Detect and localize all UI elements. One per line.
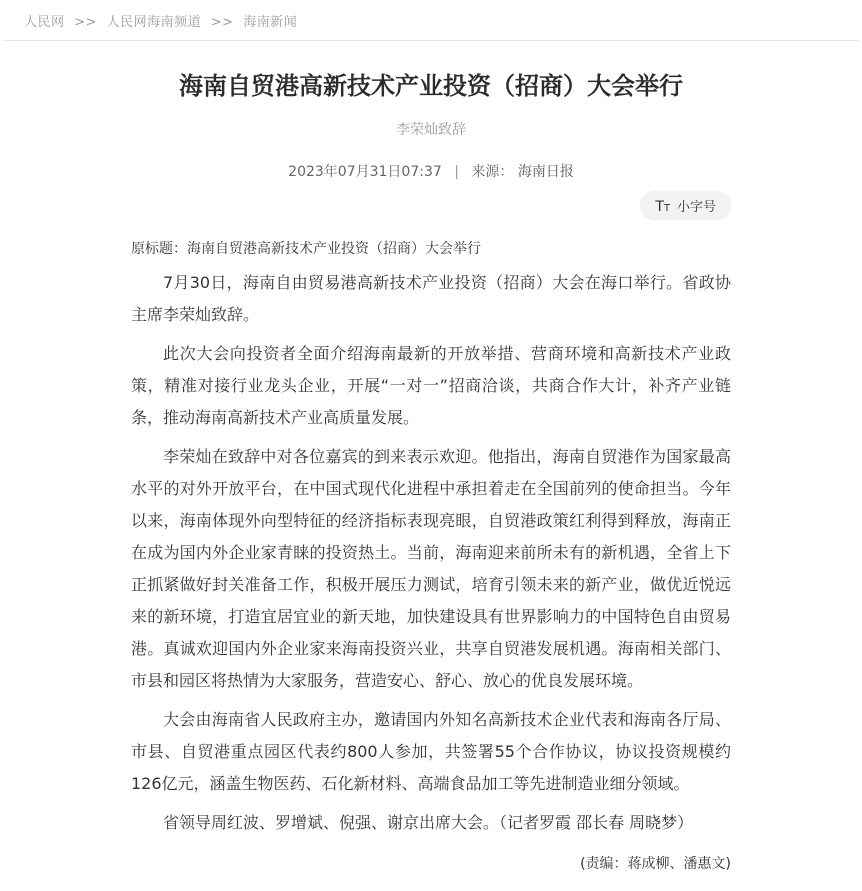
article: [131, 69, 731, 891]
breadcrumb-item-peoples-net[interactable]: 人民网: [24, 15, 65, 30]
article-body: [131, 267, 731, 839]
breadcrumb-separator: >>: [210, 15, 234, 30]
article-meta: [131, 161, 731, 181]
font-size-button-label: 小字号: [676, 200, 716, 216]
page-title: 海南自贸港高新技术产业投资（招商）大会举行: [179, 72, 683, 100]
article-toolbar: [131, 191, 731, 220]
source-link[interactable]: 海南日报: [517, 164, 574, 181]
breadcrumb-item-hainan-channel[interactable]: 人民网海南频道: [106, 15, 202, 30]
original-title-line: 原标题：海南自贸港高新技术产业投资（招商）大会举行: [131, 241, 481, 258]
article-paragraph: 李荣灿在致辞中对各位嘉宾的到来表示欢迎。他指出，海南自贸港作为国家最高水平的对外开放平台，在中国式现代化进程中承担着走在全国前列的使命担当。今年以来，海南体现外向型特征的经济指标表现亮眼，自贸港政策红利得到释放，海南正在成为国内外企业家青睐的投资热土。当前，海南迎来前所未有的新机遇，全省上下正抓紧做好封关准备工作，积极开展压力测试，培育引领未来的新产业，做优近悦远来的新环境，打造宜居宜业的新天地，加快建设具有世界影响力的中国特色自由贸易港。真诚欢迎国内外企业家来海南投资兴业，共享自贸港发展机遇。海南相关部门、市县和园区将热情为大家服务，营造安心、舒心、放心的优良发展环境。: [131, 447, 731, 691]
breadcrumb-separator: >>: [74, 15, 97, 30]
header-divider: [3, 40, 859, 41]
editor-note: (责编：蒋成柳、潘惠文): [580, 856, 731, 873]
article-paragraph: 省领导周红波、罗增斌、倪强、谢京出席大会。（记者罗霞 邵长春 周晓梦）: [163, 813, 694, 833]
publish-datetime: 2023年07月31日07:37: [288, 164, 442, 181]
article-paragraph: 此次大会向投资者全面介绍海南最新的开放举措、营商环境和高新技术产业政策，精准对接行业龙头企业，开展“一对一”招商洽谈，共商合作大计，补齐产业链条，推动海南高新技术产业高质量发展。: [131, 344, 731, 428]
source-label: 来源：: [471, 164, 514, 181]
article-paragraph: 7月30日，海南自由贸易港高新技术产业投资（招商）大会在海口举行。省政协主席李荣灿致辞。: [131, 273, 731, 325]
breadcrumb: [0, 0, 862, 40]
meta-separator: |: [454, 164, 459, 181]
article-paragraph: 大会由海南省人民政府主办，邀请国内外知名高新技术企业代表和海南各厅局、市县、自贸港重点园区代表约800人参加，共签署55个合作协议，协议投资规模约126亿元，涵盖生物医药、石化新材料、高端食品加工等先进制造业细分领域。: [131, 710, 731, 794]
font-size-button[interactable]: [640, 191, 731, 220]
breadcrumb-item-hainan-news[interactable]: 海南新闻: [243, 15, 298, 30]
article-subtitle: 李荣灿致辞: [396, 122, 466, 139]
font-size-icon: TT: [655, 199, 670, 216]
